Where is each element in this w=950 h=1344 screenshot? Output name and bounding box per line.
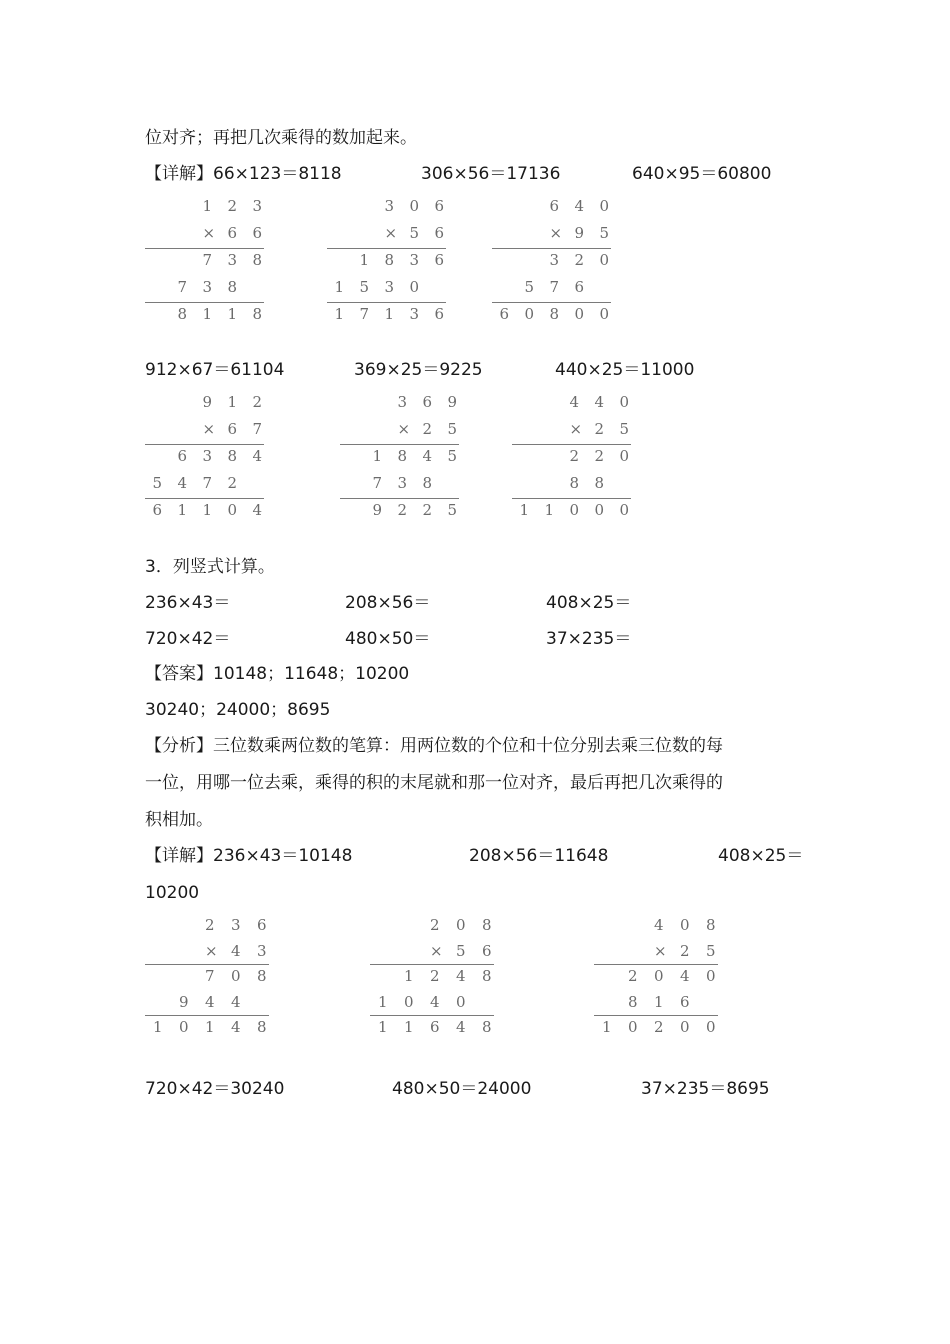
digit: 4 (177, 474, 188, 492)
calc-line (492, 248, 611, 249)
digit: 9 (372, 501, 383, 519)
digit: 7 (205, 967, 215, 985)
digit: 5 (447, 420, 458, 438)
digit: 1 (227, 305, 238, 323)
problem: 208×56＝ (345, 593, 431, 613)
analysis-text: 三位数乘两位数的笔算：用两位数的个位和十位分别去乘三位数的每 (213, 736, 723, 756)
digit: 2 (628, 967, 638, 985)
calc-row (145, 474, 270, 494)
times-sign: × (202, 224, 216, 242)
digit: 8 (422, 474, 433, 492)
equation: 37×235＝8695 (641, 1079, 770, 1099)
equation: 408×25＝ (718, 846, 804, 866)
digit: 2 (594, 447, 605, 465)
digit: 7 (177, 278, 188, 296)
digit: 0 (680, 916, 690, 934)
digit: 5 (359, 278, 370, 296)
answer-line (145, 663, 409, 685)
digit: 4 (430, 992, 440, 1011)
problem: 236×43＝ (145, 593, 231, 613)
digit: 2 (574, 251, 585, 269)
problem: 408×25＝ (546, 593, 632, 613)
multiplier-row (594, 942, 724, 962)
digit: 8 (397, 447, 408, 465)
answer-line: 30240；24000；8695 (145, 700, 331, 720)
digit: 1 (372, 447, 383, 465)
digit: 7 (202, 251, 213, 269)
equation: 720×42＝30240 (145, 1079, 285, 1099)
digit: 8 (549, 305, 560, 323)
calc-row (594, 993, 724, 1013)
calc-row (145, 278, 270, 298)
analysis-line: 积相加。 (145, 810, 213, 830)
times-sign: × (205, 941, 218, 960)
digit: 8 (482, 967, 492, 985)
multiplier-row (492, 224, 617, 244)
digit: 0 (619, 393, 630, 411)
digit: 1 (378, 1018, 388, 1036)
digit: 2 (252, 393, 263, 411)
digit: 0 (619, 447, 630, 465)
digit: 6 (177, 447, 188, 465)
problem: 37×235＝ (546, 629, 632, 649)
digit: 1 (334, 278, 345, 296)
digit: 7 (549, 278, 560, 296)
digit: 0 (456, 916, 466, 934)
digit: 0 (456, 992, 466, 1011)
digit: 1 (384, 305, 395, 323)
digit: 6 (482, 941, 492, 960)
digit: 3 (202, 278, 213, 296)
product-row (327, 305, 452, 325)
digit: 1 (654, 992, 664, 1011)
digit: 8 (594, 474, 605, 492)
digit: 4 (594, 393, 605, 411)
digit: 1 (202, 197, 213, 215)
calc-line (145, 444, 264, 445)
equation: 306×56＝17136 (421, 164, 561, 184)
calc-line (327, 302, 446, 303)
digit: 0 (404, 992, 414, 1011)
multiplier-row (340, 420, 465, 440)
product-row (145, 305, 270, 325)
detail-label: 【详解】 (145, 164, 213, 184)
detail-line-1 (145, 163, 342, 185)
equation: 480×50＝24000 (392, 1079, 532, 1099)
digit: 6 (152, 501, 163, 519)
equation: 369×25＝9225 (354, 360, 483, 380)
digit: 8 (252, 305, 263, 323)
calc-row (145, 447, 270, 467)
calc-row (145, 967, 275, 987)
digit: 0 (599, 251, 610, 269)
detail-line-2 (145, 845, 352, 867)
digit: 0 (409, 278, 420, 296)
times-sign: × (549, 224, 563, 242)
times-sign: × (430, 941, 443, 960)
digit: 4 (569, 393, 580, 411)
digit: 0 (524, 305, 535, 323)
digit: 5 (456, 941, 466, 960)
digit: 8 (227, 447, 238, 465)
detail-label: 【详解】 (145, 846, 213, 866)
calc-row (145, 993, 275, 1013)
digit: 6 (422, 393, 433, 411)
digit: 9 (202, 393, 213, 411)
equation: 10200 (145, 883, 200, 903)
digit: 0 (409, 197, 420, 215)
problem: 480×50＝ (345, 629, 431, 649)
equation: 66×123＝8118 (213, 164, 342, 184)
digit: 7 (252, 420, 263, 438)
digit: 0 (706, 967, 716, 985)
product-row (145, 501, 270, 521)
digit: 0 (574, 305, 585, 323)
digit: 6 (434, 197, 445, 215)
digit: 7 (372, 474, 383, 492)
digit: 6 (434, 224, 445, 242)
digit: 2 (594, 420, 605, 438)
times-sign: × (654, 941, 667, 960)
digit: 1 (177, 501, 188, 519)
digit: 6 (434, 305, 445, 323)
digit: 0 (594, 501, 605, 519)
digit: 8 (252, 251, 263, 269)
digit: 1 (544, 501, 555, 519)
digit: 3 (384, 197, 395, 215)
digit: 8 (569, 474, 580, 492)
calc-row (145, 393, 270, 413)
equation: 640×95＝60800 (632, 164, 772, 184)
calc-line (594, 964, 718, 965)
calc-row (340, 474, 465, 494)
digit: 0 (569, 501, 580, 519)
digit: 6 (430, 1018, 440, 1036)
digit: 3 (409, 251, 420, 269)
analysis-line (145, 735, 723, 757)
digit: 3 (231, 916, 241, 934)
digit: 0 (706, 1018, 716, 1036)
calc-line (370, 1015, 494, 1016)
digit: 2 (422, 501, 433, 519)
calc-line (340, 444, 459, 445)
equation: 208×56＝11648 (469, 846, 609, 866)
digit: 2 (569, 447, 580, 465)
calc-row (327, 278, 452, 298)
calc-row (370, 967, 500, 987)
calc-row (594, 967, 724, 987)
digit: 4 (422, 447, 433, 465)
calc-row (327, 197, 452, 217)
digit: 5 (524, 278, 535, 296)
calc-row (370, 993, 500, 1013)
problem: 720×42＝ (145, 629, 231, 649)
digit: 0 (231, 967, 241, 985)
digit: 8 (257, 967, 267, 985)
calc-row (370, 916, 500, 936)
digit: 8 (628, 992, 638, 1011)
digit: 3 (549, 251, 560, 269)
digit: 2 (227, 197, 238, 215)
calc-row (594, 916, 724, 936)
digit: 2 (654, 1018, 664, 1036)
digit: 1 (205, 1018, 215, 1036)
digit: 3 (257, 941, 267, 960)
digit: 8 (482, 1018, 492, 1036)
equation: 440×25＝11000 (555, 360, 695, 380)
calc-line (492, 302, 611, 303)
digit: 6 (574, 278, 585, 296)
answer-label: 【答案】 (145, 664, 213, 684)
digit: 1 (153, 1018, 163, 1036)
digit: 7 (202, 474, 213, 492)
calc-line (370, 964, 494, 965)
digit: 4 (456, 967, 466, 985)
digit: 8 (482, 916, 492, 934)
digit: 4 (252, 447, 263, 465)
analysis-line: 一位，用哪一位去乘，乘得的积的末尾就和那一位对齐，最后再把几次乘得的 (145, 773, 723, 793)
calc-line (512, 498, 631, 499)
calc-row (512, 447, 637, 467)
digit: 6 (257, 916, 267, 934)
digit: 1 (334, 305, 345, 323)
digit: 3 (384, 278, 395, 296)
digit: 4 (231, 992, 241, 1011)
calc-line (512, 444, 631, 445)
calc-line (145, 248, 264, 249)
calc-line (145, 964, 269, 965)
product-row (594, 1018, 724, 1038)
digit: 8 (227, 278, 238, 296)
digit: 5 (706, 941, 716, 960)
digit: 1 (519, 501, 530, 519)
calc-row (327, 251, 452, 271)
calc-line (594, 1015, 718, 1016)
digit: 0 (599, 197, 610, 215)
digit: 0 (599, 305, 610, 323)
digit: 3 (397, 474, 408, 492)
digit: 2 (397, 501, 408, 519)
digit: 0 (179, 1018, 189, 1036)
digit: 2 (430, 967, 440, 985)
digit: 6 (499, 305, 510, 323)
digit: 1 (602, 1018, 612, 1036)
digit: 8 (706, 916, 716, 934)
digit: 1 (202, 501, 213, 519)
calc-row (340, 393, 465, 413)
times-sign: × (569, 420, 583, 438)
digit: 6 (227, 224, 238, 242)
digit: 5 (619, 420, 630, 438)
digit: 8 (257, 1018, 267, 1036)
product-row (370, 1018, 500, 1038)
digit: 8 (177, 305, 188, 323)
digit: 5 (152, 474, 163, 492)
calc-line (327, 248, 446, 249)
digit: 4 (574, 197, 585, 215)
digit: 1 (404, 967, 414, 985)
digit: 5 (599, 224, 610, 242)
equation: 236×43＝10148 (213, 846, 353, 866)
calc-row (492, 251, 617, 271)
calc-row (492, 197, 617, 217)
digit: 0 (680, 1018, 690, 1036)
digit: 3 (202, 447, 213, 465)
digit: 6 (680, 992, 690, 1011)
multiplier-row (145, 942, 275, 962)
product-row (492, 305, 617, 325)
digit: 6 (434, 251, 445, 269)
multiplier-row (145, 420, 270, 440)
digit: 0 (628, 1018, 638, 1036)
digit: 3 (252, 197, 263, 215)
product-row (340, 501, 465, 521)
digit: 1 (378, 992, 388, 1011)
digit: 2 (227, 474, 238, 492)
calc-line (145, 302, 264, 303)
times-sign: × (202, 420, 216, 438)
digit: 7 (359, 305, 370, 323)
calc-row (145, 251, 270, 271)
digit: 2 (422, 420, 433, 438)
calc-line (340, 498, 459, 499)
answer-text: 10148；11648；10200 (213, 664, 410, 684)
digit: 0 (619, 501, 630, 519)
digit: 4 (231, 941, 241, 960)
digit: 5 (409, 224, 420, 242)
product-row (512, 501, 637, 521)
times-sign: × (384, 224, 398, 242)
digit: 1 (202, 305, 213, 323)
digit: 8 (384, 251, 395, 269)
digit: 4 (654, 916, 664, 934)
digit: 1 (404, 1018, 414, 1036)
digit: 9 (574, 224, 585, 242)
digit: 6 (549, 197, 560, 215)
digit: 5 (447, 447, 458, 465)
digit: 9 (447, 393, 458, 411)
multiplier-row (370, 942, 500, 962)
analysis-label: 【分析】 (145, 736, 213, 756)
digit: 2 (205, 916, 215, 934)
digit: 1 (359, 251, 370, 269)
digit: 2 (430, 916, 440, 934)
calc-row (145, 197, 270, 217)
digit: 0 (227, 501, 238, 519)
digit: 1 (227, 393, 238, 411)
calc-row (512, 393, 637, 413)
digit: 4 (456, 1018, 466, 1036)
digit: 0 (654, 967, 664, 985)
digit: 2 (680, 941, 690, 960)
multiplier-row (512, 420, 637, 440)
calc-row (340, 447, 465, 467)
digit: 5 (447, 501, 458, 519)
digit: 4 (680, 967, 690, 985)
calc-line (145, 1015, 269, 1016)
calc-row (512, 474, 637, 494)
digit: 3 (227, 251, 238, 269)
digit: 9 (179, 992, 189, 1011)
multiplier-row (327, 224, 452, 244)
digit: 4 (205, 992, 215, 1011)
calc-row (145, 916, 275, 936)
question-title: 3．列竖式计算。 (145, 557, 275, 577)
digit: 6 (252, 224, 263, 242)
equation: 912×67＝61104 (145, 360, 285, 380)
calc-line (145, 498, 264, 499)
digit: 3 (409, 305, 420, 323)
text-line: 位对齐；再把几次乘得的数加起来。 (145, 128, 417, 148)
times-sign: × (397, 420, 411, 438)
multiplier-row (145, 224, 270, 244)
digit: 6 (227, 420, 238, 438)
calc-row (492, 278, 617, 298)
product-row (145, 1018, 275, 1038)
digit: 3 (397, 393, 408, 411)
digit: 4 (231, 1018, 241, 1036)
digit: 4 (252, 501, 263, 519)
